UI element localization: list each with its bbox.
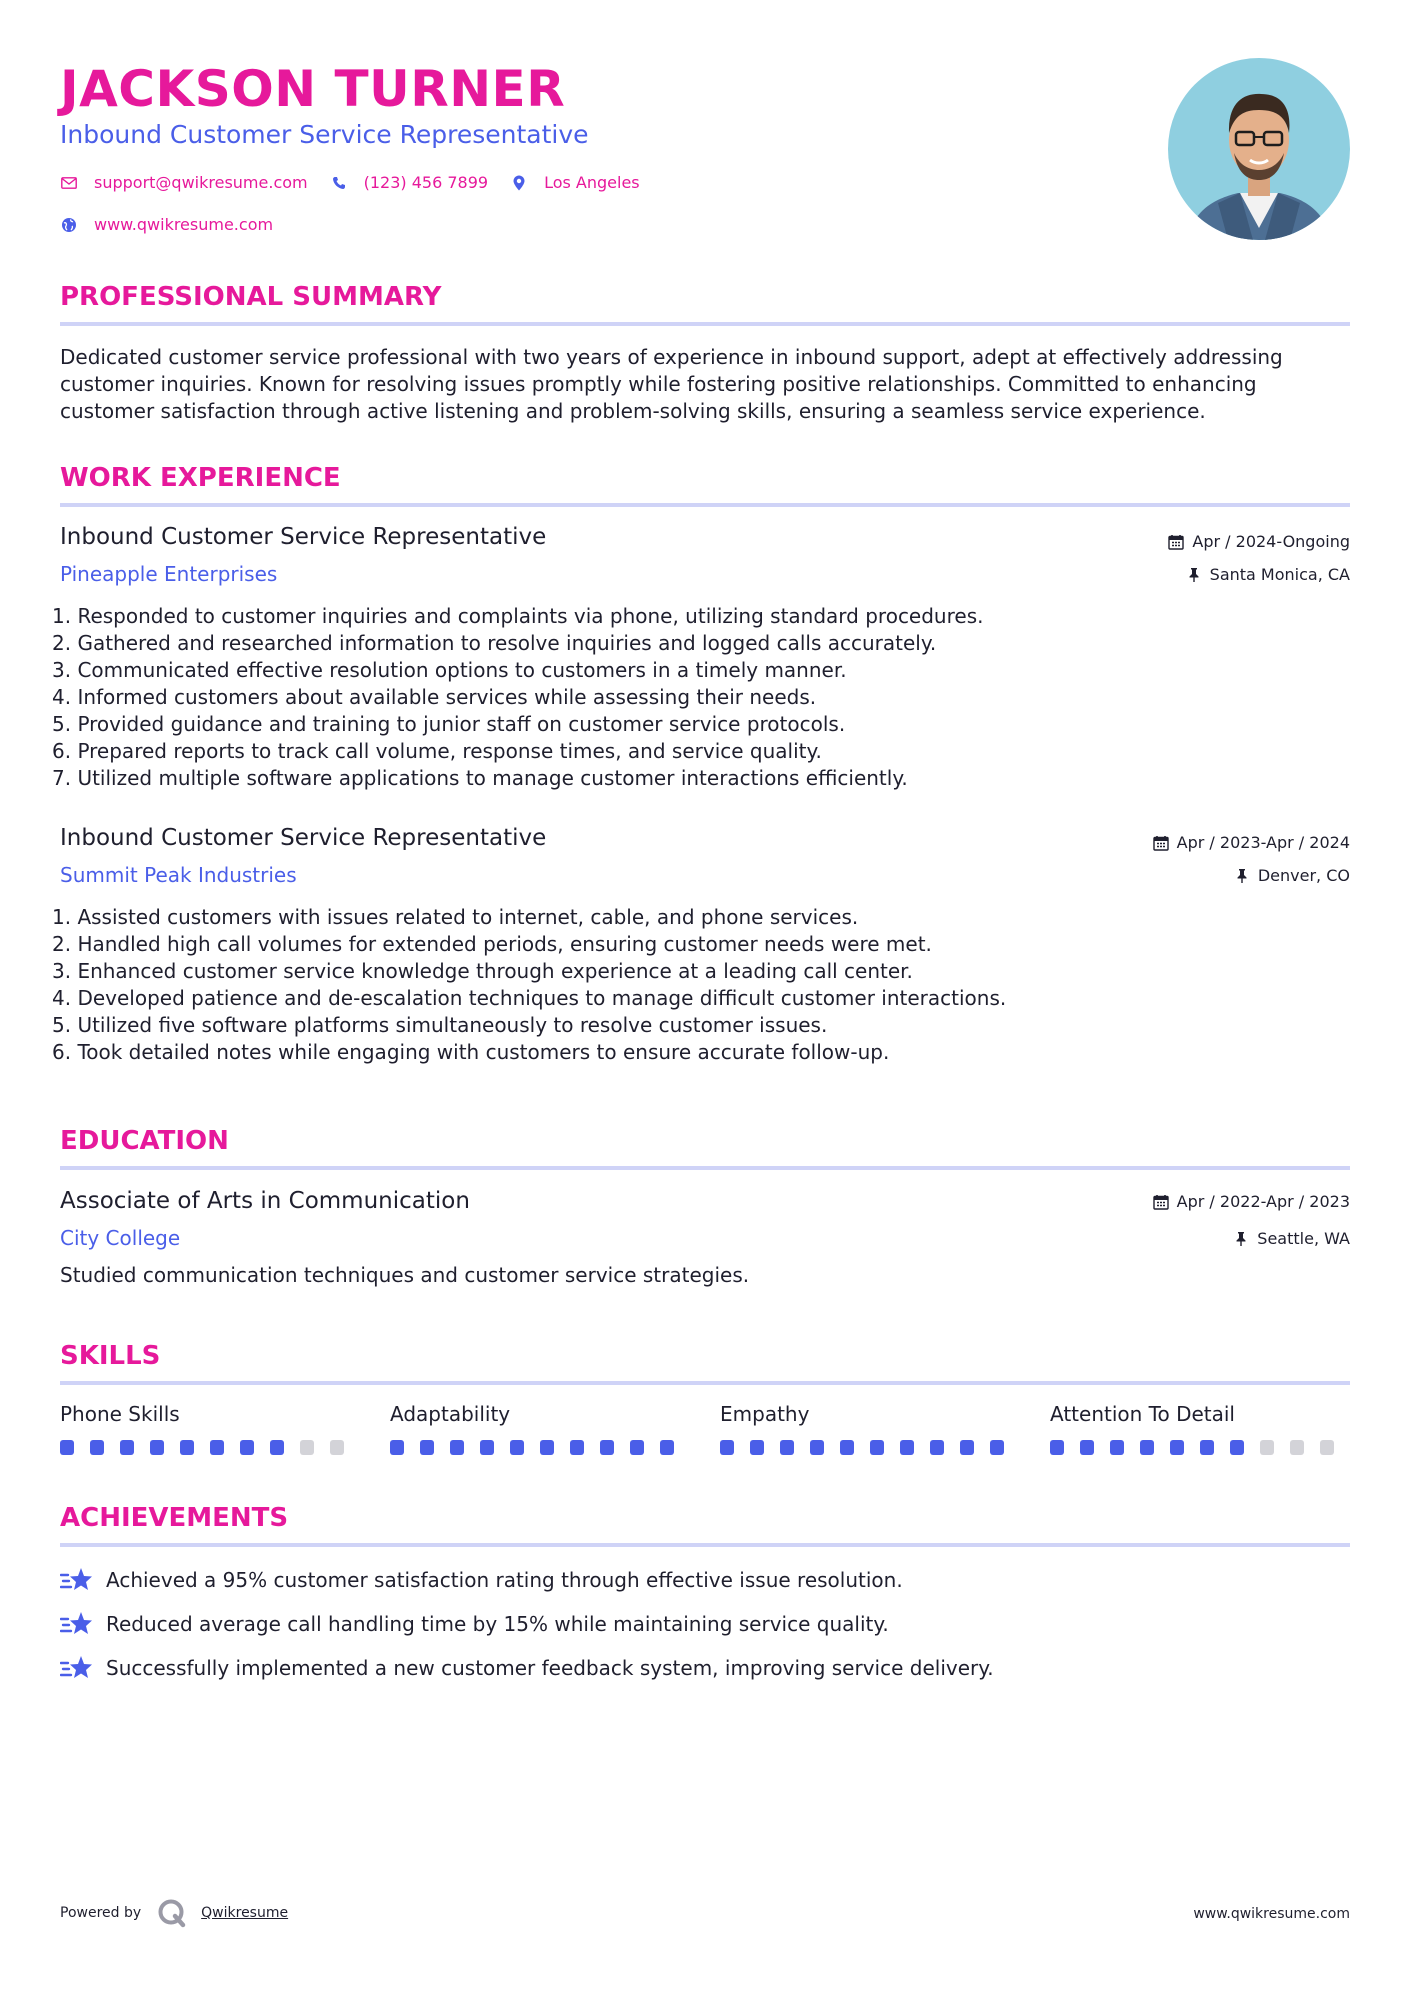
skill-dot-filled bbox=[1230, 1440, 1244, 1455]
website-text[interactable]: www.qwikresume.com bbox=[94, 215, 274, 234]
skill-item bbox=[60, 1402, 360, 1455]
skill-dot-filled bbox=[810, 1440, 824, 1455]
job-bullet: 3. Enhanced customer service knowledge through experience at a leading call center. bbox=[52, 959, 913, 983]
skill-item bbox=[390, 1402, 690, 1455]
candidate-name: JACKSON TURNER bbox=[60, 60, 566, 118]
summary-heading: PROFESSIONAL SUMMARY bbox=[60, 282, 442, 312]
job-dates bbox=[1168, 532, 1350, 551]
powered-by-label: Powered by bbox=[60, 1905, 142, 1921]
job-bullet: 1. Assisted customers with issues related to internet, cable, and phone services. bbox=[52, 905, 859, 929]
achievement-text: Successfully implemented a new customer feedback system, improving service delivery. bbox=[106, 1656, 994, 1680]
skill-dot-filled bbox=[480, 1440, 494, 1455]
envelope-icon bbox=[60, 174, 78, 192]
skill-dot-filled bbox=[870, 1440, 884, 1455]
location-text: Los Angeles bbox=[544, 173, 640, 192]
contact-row bbox=[60, 173, 662, 192]
summary-line: customer satisfaction through active listening and problem-solving skills, ensuring a seamless service experience. bbox=[60, 399, 1206, 423]
achievement-item bbox=[60, 1609, 889, 1639]
summary-line: Dedicated customer service professional with two years of experience in inbound support, adept at effectively addressing bbox=[60, 345, 1283, 369]
skill-dot-empty bbox=[1260, 1440, 1274, 1455]
skills-heading: SKILLS bbox=[60, 1341, 161, 1371]
skill-dot-filled bbox=[750, 1440, 764, 1455]
skill-item bbox=[1050, 1402, 1350, 1455]
skill-rating bbox=[720, 1440, 1020, 1455]
resume-page bbox=[52, 0, 1350, 1990]
skill-name: Empathy bbox=[720, 1402, 810, 1426]
job-bullet: 7. Utilized multiple software applications to manage customer interactions efficiently. bbox=[52, 766, 908, 790]
skill-dot-empty bbox=[1290, 1440, 1304, 1455]
shooting-star-icon bbox=[60, 1565, 94, 1595]
globe-icon bbox=[60, 216, 78, 234]
skill-name: Phone Skills bbox=[60, 1402, 180, 1426]
education-degree: Associate of Arts in Communication bbox=[60, 1188, 470, 1214]
education-dates bbox=[1153, 1192, 1350, 1211]
experience-heading: WORK EXPERIENCE bbox=[60, 463, 341, 493]
skill-dot-filled bbox=[90, 1440, 104, 1455]
skill-dot-filled bbox=[450, 1440, 464, 1455]
skill-dot-filled bbox=[900, 1440, 914, 1455]
skill-dot-filled bbox=[180, 1440, 194, 1455]
job-bullet: 4. Informed customers about available services while assessing their needs. bbox=[52, 685, 817, 709]
job-dates bbox=[1153, 833, 1350, 852]
skill-dot-filled bbox=[630, 1440, 644, 1455]
qwikresume-link[interactable]: Qwikresume bbox=[201, 1905, 289, 1921]
education-location bbox=[1233, 1229, 1350, 1248]
education-location-text: Seattle, WA bbox=[1257, 1229, 1350, 1248]
job-title: Inbound Customer Service Representative bbox=[60, 825, 547, 851]
shooting-star-icon bbox=[60, 1653, 94, 1683]
skill-dot-filled bbox=[600, 1440, 614, 1455]
calendar-icon bbox=[1168, 534, 1184, 550]
achievement-text: Achieved a 95% customer satisfaction rating through effective issue resolution. bbox=[106, 1568, 903, 1592]
skill-dot-filled bbox=[930, 1440, 944, 1455]
job-location bbox=[1186, 565, 1350, 584]
candidate-title: Inbound Customer Service Representative bbox=[60, 120, 589, 149]
phone-icon bbox=[330, 174, 348, 192]
section-divider bbox=[60, 1166, 1350, 1170]
map-pin-icon bbox=[510, 174, 528, 192]
job-bullet: 6. Prepared reports to track call volume, response times, and service quality. bbox=[52, 739, 822, 763]
phone-text[interactable]: (123) 456 7899 bbox=[363, 173, 489, 192]
skill-dot-filled bbox=[1050, 1440, 1064, 1455]
pushpin-icon bbox=[1186, 567, 1202, 583]
education-description: Studied communication techniques and customer service strategies. bbox=[60, 1263, 750, 1287]
job-bullet: 5. Provided guidance and training to junior staff on customer service protocols. bbox=[52, 712, 846, 736]
job-bullet: 4. Developed patience and de-escalation techniques to manage difficult customer interactions. bbox=[52, 986, 1007, 1010]
job-bullets bbox=[52, 603, 983, 792]
skill-dot-filled bbox=[660, 1440, 674, 1455]
job-title: Inbound Customer Service Representative bbox=[60, 524, 547, 550]
skill-dot-filled bbox=[150, 1440, 164, 1455]
skill-dot-filled bbox=[120, 1440, 134, 1455]
job-bullets bbox=[52, 904, 1006, 1066]
contact-row-website bbox=[60, 215, 295, 234]
skill-item bbox=[720, 1402, 1020, 1455]
skill-rating bbox=[1050, 1440, 1350, 1455]
skill-name: Adaptability bbox=[390, 1402, 511, 1426]
job-bullet: 6. Took detailed notes while engaging with customers to ensure accurate follow-up. bbox=[52, 1040, 890, 1064]
skill-dot-filled bbox=[510, 1440, 524, 1455]
skill-dot-filled bbox=[420, 1440, 434, 1455]
achievement-item bbox=[60, 1653, 994, 1683]
section-divider bbox=[60, 322, 1350, 326]
skill-dot-filled bbox=[840, 1440, 854, 1455]
pushpin-icon bbox=[1233, 1231, 1249, 1247]
skill-dot-filled bbox=[720, 1440, 734, 1455]
education-heading: EDUCATION bbox=[60, 1126, 229, 1156]
contact-location bbox=[510, 173, 640, 192]
calendar-icon bbox=[1153, 835, 1169, 851]
skill-rating bbox=[390, 1440, 690, 1455]
skill-dot-filled bbox=[270, 1440, 284, 1455]
job-dates-text: Apr / 2023-Apr / 2024 bbox=[1176, 833, 1350, 852]
education-dates-text: Apr / 2022-Apr / 2023 bbox=[1176, 1192, 1350, 1211]
profile-photo bbox=[1168, 58, 1350, 240]
contact-email[interactable] bbox=[60, 173, 308, 192]
skill-dot-filled bbox=[540, 1440, 554, 1455]
achievement-text: Reduced average call handling time by 15% while maintaining service quality. bbox=[106, 1612, 889, 1636]
contact-website[interactable] bbox=[60, 215, 273, 234]
job-bullet: 5. Utilized five software platforms simultaneously to resolve customer issues. bbox=[52, 1013, 828, 1037]
skill-dot-filled bbox=[1110, 1440, 1124, 1455]
skill-dot-filled bbox=[570, 1440, 584, 1455]
section-divider bbox=[60, 1381, 1350, 1385]
skill-dot-filled bbox=[780, 1440, 794, 1455]
calendar-icon bbox=[1153, 1194, 1169, 1210]
job-bullet: 3. Communicated effective resolution options to customers in a timely manner. bbox=[52, 658, 847, 682]
summary-line: customer inquiries. Known for resolving issues promptly while fostering positive relationships. Committed to enhancing bbox=[60, 372, 1257, 396]
education-school: City College bbox=[60, 1226, 181, 1250]
skill-rating bbox=[60, 1440, 360, 1455]
shooting-star-icon bbox=[60, 1609, 94, 1639]
job-bullet: 2. Gathered and researched information to resolve inquiries and logged calls accurately. bbox=[52, 631, 937, 655]
job-bullet: 1. Responded to customer inquiries and complaints via phone, utilizing standard procedures. bbox=[52, 604, 984, 628]
pushpin-icon bbox=[1234, 868, 1250, 884]
skill-dot-filled bbox=[1170, 1440, 1184, 1455]
achievements-heading: ACHIEVEMENTS bbox=[60, 1503, 289, 1533]
summary-text bbox=[60, 344, 1283, 425]
job-bullet: 2. Handled high call volumes for extended periods, ensuring customer needs were met. bbox=[52, 932, 932, 956]
job-location-text: Santa Monica, CA bbox=[1209, 565, 1350, 584]
skill-dot-filled bbox=[390, 1440, 404, 1455]
section-divider bbox=[60, 503, 1350, 507]
section-divider bbox=[60, 1543, 1350, 1547]
email-text[interactable]: support@qwikresume.com bbox=[94, 173, 308, 192]
skill-dot-filled bbox=[240, 1440, 254, 1455]
skill-dot-filled bbox=[1080, 1440, 1094, 1455]
skill-dot-empty bbox=[300, 1440, 314, 1455]
skill-dot-filled bbox=[1200, 1440, 1214, 1455]
job-company: Summit Peak Industries bbox=[60, 863, 297, 887]
footer-website[interactable]: www.qwikresume.com bbox=[1193, 1906, 1350, 1922]
skill-dot-filled bbox=[990, 1440, 1004, 1455]
skill-dot-empty bbox=[1320, 1440, 1334, 1455]
skill-dot-empty bbox=[330, 1440, 344, 1455]
job-location bbox=[1234, 866, 1350, 885]
skill-dot-filled bbox=[60, 1440, 74, 1455]
skill-dot-filled bbox=[960, 1440, 974, 1455]
skill-dot-filled bbox=[210, 1440, 224, 1455]
job-dates-text: Apr / 2024-Ongoing bbox=[1192, 532, 1350, 551]
job-location-text: Denver, CO bbox=[1257, 866, 1350, 885]
contact-phone[interactable] bbox=[330, 173, 488, 192]
skill-dot-filled bbox=[1140, 1440, 1154, 1455]
achievement-item bbox=[60, 1565, 903, 1595]
qwikresume-logo-icon bbox=[157, 1898, 187, 1928]
job-company: Pineapple Enterprises bbox=[60, 562, 278, 586]
skill-name: Attention To Detail bbox=[1050, 1402, 1235, 1426]
footer-powered-by bbox=[60, 1898, 288, 1928]
